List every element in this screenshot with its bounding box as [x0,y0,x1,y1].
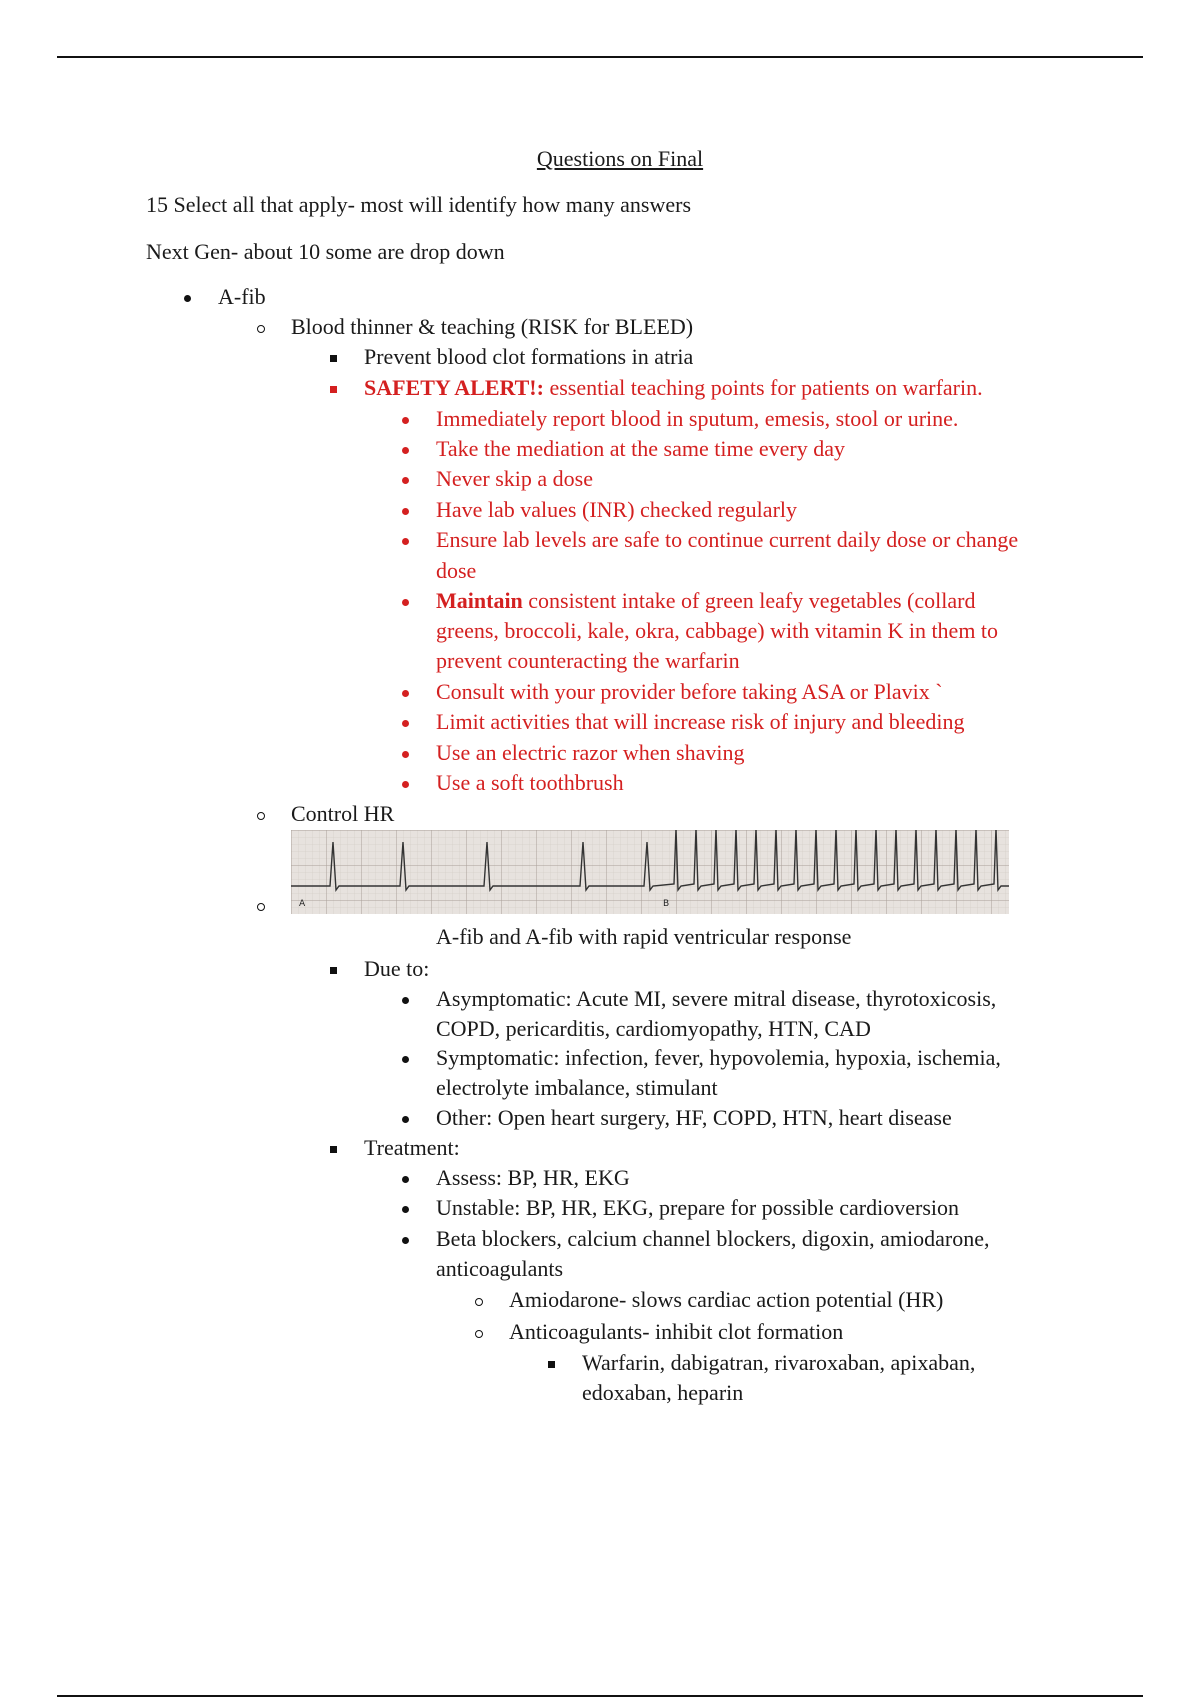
safety-point: Have lab values (INR) checked regularly [436,497,798,522]
bullet-circle [257,325,265,333]
maintain-emphasis: Maintain [436,588,523,613]
safety-point: Consult with your provider before taking ASA or Plavix ` [436,679,943,704]
bullet-dot [402,1116,409,1123]
bullet-dot [402,1237,409,1244]
safety-point: Limit activities that will increase risk of injury and bleeding [436,709,965,734]
safety-point: Never skip a dose [436,466,594,491]
bullet-dot [402,751,409,758]
treatment-heading: Treatment: [364,1135,460,1160]
bullet-circle [257,903,265,911]
bullet-dot [402,997,409,1004]
treatment-item: Unstable: BP, HR, EKG, prepare for possible cardioversion [436,1195,960,1220]
safety-point-cont: prevent counteracting the warfarin [436,648,740,673]
bullet-dot [402,508,409,515]
ecg-label-a: A [299,899,306,909]
cause-item: Asymptomatic: Acute MI, severe mitral disease, thyrotoxicosis, [436,986,997,1011]
cause-item: Symptomatic: infection, fever, hypovolemia, hypoxia, ischemia, [436,1045,1001,1070]
bottom-rule [57,1695,1143,1697]
bullet-circle [257,812,265,820]
ecg-label-b: B [663,899,670,909]
cause-item: Other: Open heart surgery, HF, COPD, HTN, heart disease [436,1105,952,1130]
bullet-dot [402,599,409,606]
bullet-dot [402,1176,409,1183]
bullet-square [548,1361,555,1368]
cause-item-cont: electrolyte imbalance, stimulant [436,1075,718,1100]
bullet-square [330,967,337,974]
safety-point: Use an electric razor when shaving [436,740,745,765]
blood-thinner-item: Blood thinner & teaching (RISK for BLEED) [291,314,694,339]
bullet-dot [402,690,409,697]
intro-line-2: Next Gen- about 10 some are drop down [146,239,505,264]
treatment-item-cont: anticoagulants [436,1256,564,1281]
safety-point: Ensure lab levels are safe to continue current daily dose or change [436,527,1019,552]
afib-heading: A-fib [218,284,266,309]
bullet-dot [402,477,409,484]
treatment-subitem: Amiodarone- slows cardiac action potential (HR) [509,1287,944,1312]
bullet-square [330,386,337,393]
bullet-square [330,355,337,362]
treatment-subitem: Anticoagulants- inhibit clot formation [509,1319,844,1344]
prevent-clot-item: Prevent blood clot formations in atria [364,344,694,369]
control-hr-item: Control HR [291,801,395,826]
bullet-square [330,1146,337,1153]
safety-point-text: consistent intake of green leafy vegetables (collard [522,588,976,613]
cause-item-cont: COPD, pericarditis, cardiomyopathy, HTN, CAD [436,1016,871,1041]
treatment-item: Assess: BP, HR, EKG [436,1165,630,1190]
safety-point: Immediately report blood in sputum, emesis, stool or urine. [436,406,959,431]
bullet-circle [475,1298,483,1306]
safety-point-cont: dose [436,558,477,583]
treatment-item: Beta blockers, calcium channel blockers, digoxin, amiodarone, [436,1226,990,1251]
page-title: Questions on Final [536,146,704,171]
bullet-dot [402,720,409,727]
bullet-dot [402,1206,409,1213]
intro-line-1: 15 Select all that apply- most will identify how many answers [146,192,692,217]
safety-point-cont: greens, broccoli, kale, okra, cabbage) with vitamin K in them to [436,618,999,643]
bullet-dot [402,417,409,424]
anticoagulant-list: Warfarin, dabigatran, rivaroxaban, apixaban, [582,1350,976,1375]
due-to-heading: Due to: [364,956,430,981]
ecg-strip-image [291,830,1009,914]
safety-point [436,586,975,616]
anticoagulant-list-cont: edoxaban, heparin [582,1380,744,1405]
safety-alert-text: essential teaching points for patients on warfarin. [543,375,983,400]
ecg-caption: A-fib and A-fib with rapid ventricular response [436,924,852,949]
safety-point: Take the mediation at the same time every day [436,436,845,461]
safety-alert-item [364,373,983,403]
safety-alert-label: SAFETY ALERT!: [364,375,544,400]
bullet-dot [402,538,409,545]
bullet-dot [402,781,409,788]
top-rule [57,56,1143,58]
safety-point: Use a soft toothbrush [436,770,624,795]
bullet-dot [184,295,191,302]
bullet-circle [475,1330,483,1338]
bullet-dot [402,1056,409,1063]
bullet-dot [402,447,409,454]
